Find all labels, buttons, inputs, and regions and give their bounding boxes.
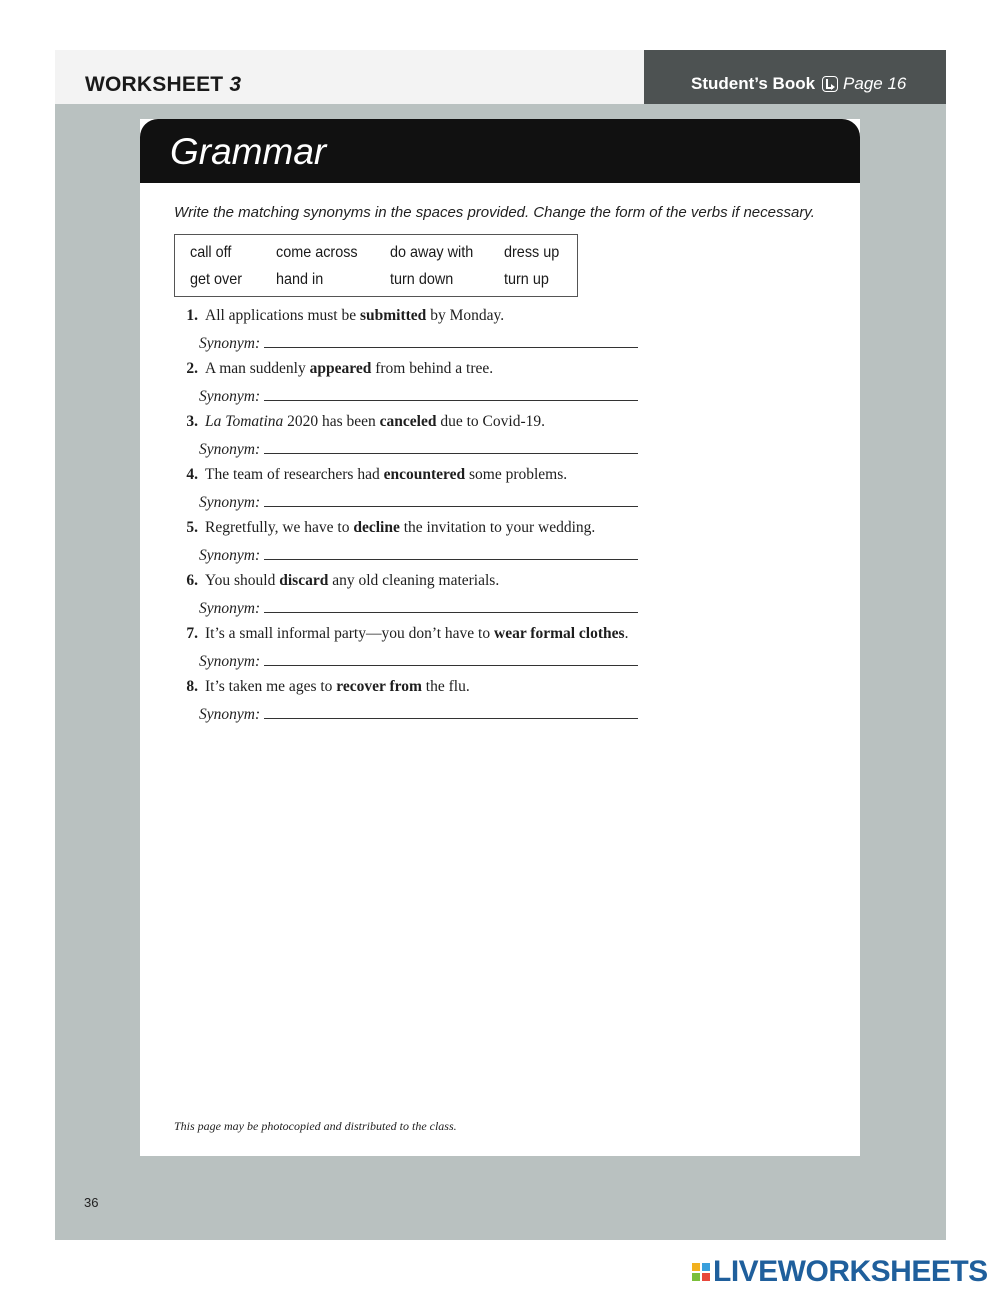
brand-name: LIVEWORKSHEETS: [713, 1255, 988, 1288]
section-title: Grammar: [170, 131, 327, 172]
answer-line[interactable]: [264, 652, 638, 666]
question-number: 4.: [186, 466, 198, 483]
answer-line[interactable]: [264, 705, 638, 719]
section-header: [140, 119, 860, 183]
target-word: discard: [279, 572, 329, 589]
word-bank-item: turn down: [390, 271, 454, 288]
worksheet-sheet: [55, 50, 946, 1240]
answer-line[interactable]: [264, 440, 638, 454]
synonym-label: Synonym:: [199, 494, 261, 511]
question-text: any old cleaning materials.: [328, 572, 500, 589]
synonym-answer-6[interactable]: [199, 599, 638, 618]
question-number: 5.: [186, 519, 198, 536]
question-text: the flu.: [421, 678, 470, 695]
word-bank-item: turn up: [504, 271, 549, 288]
answer-line[interactable]: [264, 493, 638, 507]
question-text: It’s taken me ages to: [205, 678, 337, 695]
target-word: wear formal clothes: [494, 625, 625, 642]
question-text: It’s a small informal party—you don’t have to: [205, 625, 494, 642]
logo-square: [702, 1273, 710, 1281]
answer-line[interactable]: [264, 387, 638, 401]
synonym-label: Synonym:: [199, 441, 261, 458]
instructions: Write the matching synonyms in the spaces provided. Change the form of the verbs if necessary.: [174, 204, 815, 221]
question-2: [174, 360, 493, 378]
page-number: 36: [84, 1195, 99, 1210]
worksheet-number: 3: [229, 73, 242, 96]
question-text: some problems.: [465, 466, 568, 483]
word-bank: [174, 234, 578, 297]
answer-line[interactable]: [264, 334, 638, 348]
question-8: [174, 678, 470, 696]
worksheet-title: [85, 73, 241, 97]
synonym-answer-3[interactable]: [199, 440, 638, 459]
question-text: Regretfully, we have to: [205, 519, 354, 536]
event-name: La Tomatina: [205, 413, 284, 430]
question-text: You should: [205, 572, 280, 589]
word-bank-item: do away with: [390, 244, 474, 261]
book-reference-icon: [822, 76, 838, 92]
target-word: recover from: [336, 678, 422, 695]
content-panel: [140, 119, 860, 1156]
question-text: All applications must be: [205, 307, 360, 324]
synonym-answer-4[interactable]: [199, 493, 638, 512]
question-number: 7.: [186, 625, 198, 642]
word-bank-item: call off: [190, 244, 232, 261]
book-label: Student’s Book: [691, 74, 816, 93]
question-text: A man suddenly: [205, 360, 310, 377]
question-text: .: [624, 625, 629, 642]
synonym-answer-8[interactable]: [199, 705, 638, 724]
synonym-answer-7[interactable]: [199, 652, 638, 671]
word-bank-item: hand in: [276, 271, 324, 288]
question-text: from behind a tree.: [371, 360, 494, 377]
question-6: [174, 572, 499, 590]
question-1: [174, 307, 504, 325]
question-text: by Monday.: [426, 307, 505, 324]
target-word: encountered: [383, 466, 466, 483]
question-4: [174, 466, 567, 484]
question-number: 1.: [186, 307, 198, 324]
question-number: 8.: [186, 678, 198, 695]
logo-square: [692, 1263, 700, 1271]
synonym-answer-5[interactable]: [199, 546, 638, 565]
answer-line[interactable]: [264, 599, 638, 613]
word-bank-item: come across: [276, 244, 358, 261]
question-number: 3.: [186, 413, 198, 430]
synonym-label: Synonym:: [199, 653, 261, 670]
question-text: 2020 has been: [283, 413, 380, 430]
word-bank-item: dress up: [504, 244, 560, 261]
question-text: due to Covid-19.: [436, 413, 545, 430]
synonym-label: Synonym:: [199, 706, 261, 723]
word-bank-item: get over: [190, 271, 243, 288]
question-5: [174, 519, 595, 537]
synonym-label: Synonym:: [199, 388, 261, 405]
target-word: canceled: [379, 413, 437, 430]
target-word: decline: [353, 519, 400, 536]
logo-square: [702, 1263, 710, 1271]
book-reference-tab: [644, 50, 946, 104]
question-number: 2.: [186, 360, 198, 377]
synonym-label: Synonym:: [199, 335, 261, 352]
question-number: 6.: [186, 572, 198, 589]
question-7: [174, 625, 628, 643]
target-word: submitted: [359, 307, 427, 324]
liveworksheets-logo-icon: [692, 1263, 710, 1281]
liveworksheets-brand[interactable]: [692, 1255, 988, 1288]
question-text: the invitation to your wedding.: [399, 519, 596, 536]
synonym-label: Synonym:: [199, 547, 261, 564]
synonym-answer-1[interactable]: [199, 334, 638, 353]
question-text: The team of researchers had: [205, 466, 384, 483]
page-reference: Page 16: [843, 74, 907, 93]
photocopy-note: This page may be photocopied and distributed to the class.: [174, 1119, 457, 1133]
target-word: appeared: [309, 360, 372, 377]
question-3: [174, 413, 545, 431]
worksheet-header: [55, 50, 644, 104]
answer-line[interactable]: [264, 546, 638, 560]
worksheet-label: WORKSHEET: [85, 73, 224, 96]
synonym-label: Synonym:: [199, 600, 261, 617]
logo-square: [692, 1273, 700, 1281]
synonym-answer-2[interactable]: [199, 387, 638, 406]
